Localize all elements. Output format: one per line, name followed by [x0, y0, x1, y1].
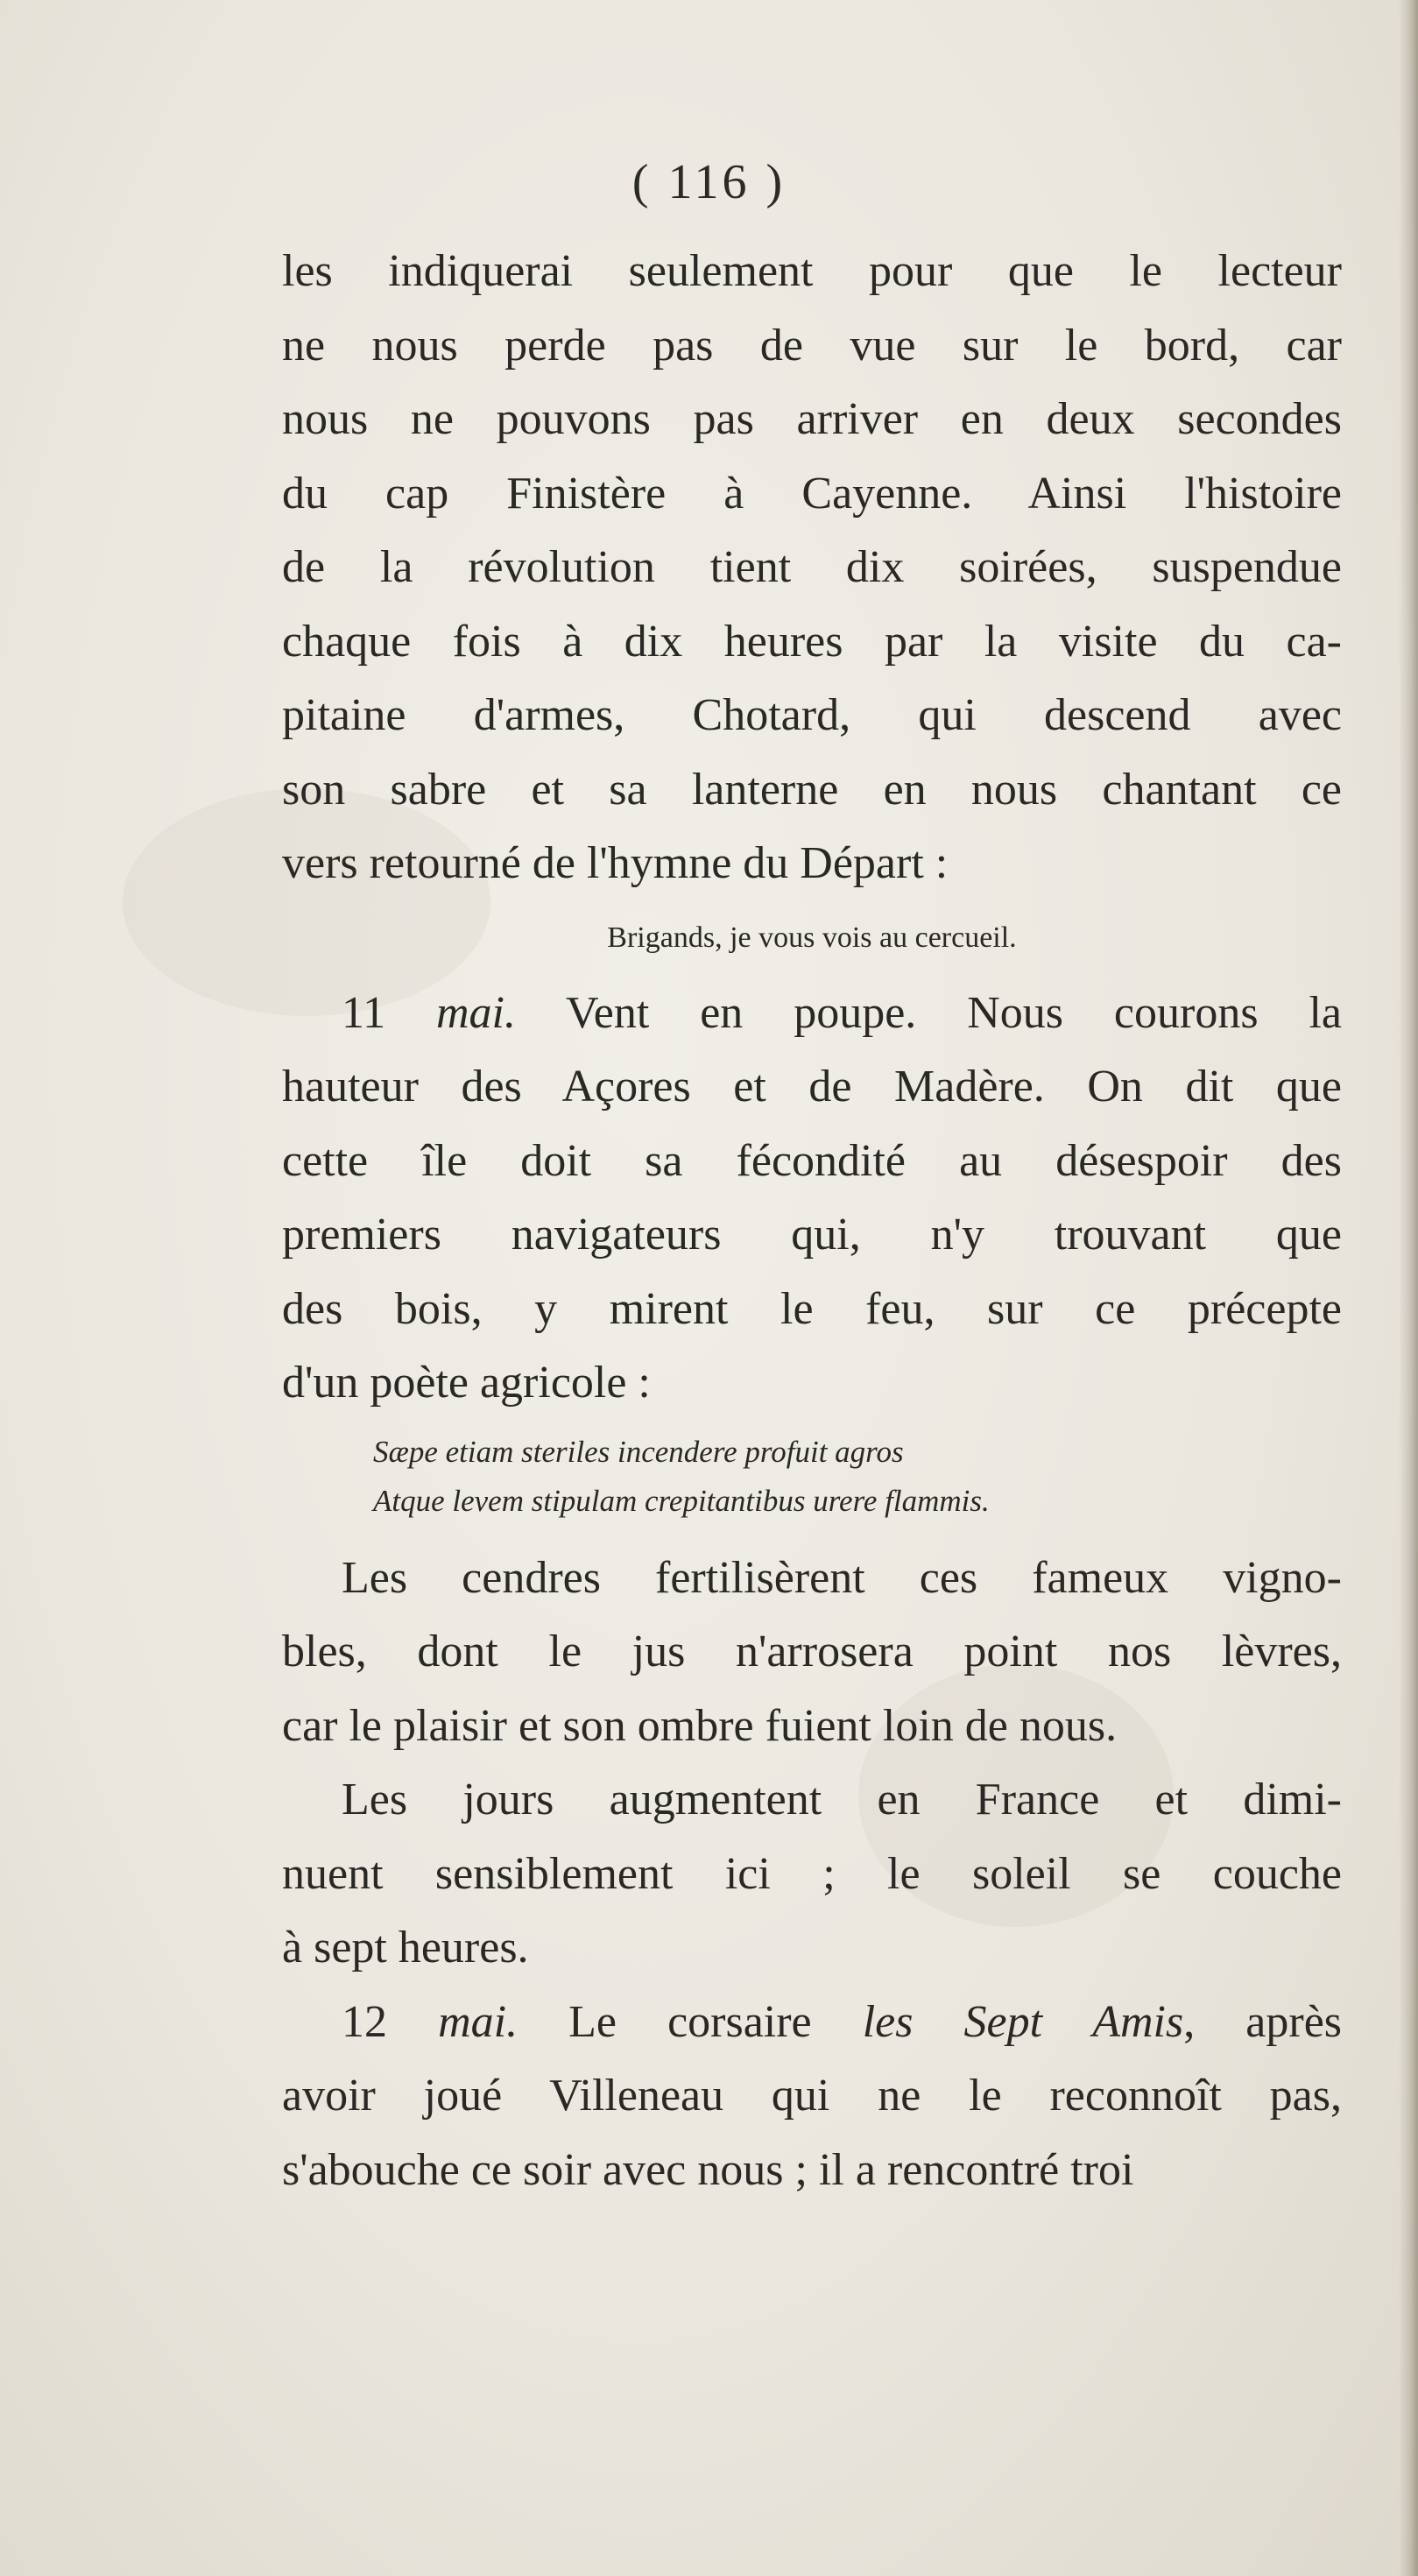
- text-fragment: , après: [1183, 1996, 1343, 2047]
- text-line: nuent sensiblement ici ; le soleil se couche: [282, 1848, 1342, 1899]
- text-line: premiers navigateurs qui, n'y trouvant que: [282, 1210, 1342, 1260]
- page-number: ( 116 ): [631, 155, 787, 209]
- ship-name: les Sept Amis: [862, 1996, 1184, 2047]
- text-fragment: Vent en poupe. Nous courons la: [565, 987, 1342, 1038]
- text-line: vers retourné de l'hymne du Départ :: [282, 838, 949, 888]
- page-edge-shadow: [1399, 0, 1418, 2576]
- text-line: s'abouche ce soir avec nous ; il a rencontré troi: [282, 2144, 1134, 2195]
- latin-verse: Atque levem stipulam crepitantibus urere flammis.: [373, 1483, 990, 1518]
- text-line: chaque fois à dix heures par la visite du ca-: [282, 616, 1342, 667]
- text-line-dated: [282, 1986, 1342, 2060]
- body-text: [282, 235, 1342, 2207]
- text-line: d'un poète agricole :: [282, 1358, 651, 1408]
- text-line: Les jours augmentent en France et dimi-: [342, 1775, 1342, 1824]
- text-fragment: Le corsaire: [568, 1996, 812, 2047]
- text-line: car le plaisir et son ombre fuient loin de nous.: [282, 1700, 1118, 1751]
- text-line: des bois, y mirent le feu, sur ce précepte: [282, 1283, 1342, 1334]
- date-month: mai.: [436, 987, 516, 1038]
- date-number: 11: [342, 987, 386, 1038]
- text-line: bles, dont le jus n'arrosera point nos lèvres,: [282, 1627, 1342, 1676]
- text-line: pitaine d'armes, Chotard, qui descend avec: [282, 690, 1342, 740]
- text-line-dated: [282, 977, 1342, 1051]
- text-line: de la révolution tient dix soirées, suspendue: [282, 542, 1342, 592]
- epigraph: Brigands, je vous vois au cercueil.: [607, 921, 1017, 954]
- text-line: à sept heures.: [282, 1923, 529, 1973]
- date-number: 12: [342, 1996, 387, 2047]
- text-line: son sabre et sa lanterne en nous chantant ce: [282, 764, 1342, 815]
- text-line: nous ne pouvons pas arriver en deux secondes: [282, 394, 1342, 444]
- latin-verse: Sæpe etiam steriles incendere profuit agros: [373, 1434, 904, 1469]
- text-line: Les cendres fertilisèrent ces fameux vigno-: [342, 1552, 1342, 1603]
- text-line: les indiquerai seulement pour que le lecteur: [282, 246, 1342, 296]
- text-line: cette île doit sa fécondité au désespoir des: [282, 1135, 1342, 1186]
- text-line: hauteur des Açores et de Madère. On dit que: [282, 1062, 1342, 1112]
- text-line: ne nous perde pas de vue sur le bord, car: [282, 320, 1342, 371]
- text-line: avoir joué Villeneau qui ne le reconnoît pas,: [282, 2071, 1342, 2121]
- text-line: du cap Finistère à Cayenne. Ainsi l'histoire: [282, 468, 1342, 519]
- date-month: mai.: [438, 1996, 519, 2047]
